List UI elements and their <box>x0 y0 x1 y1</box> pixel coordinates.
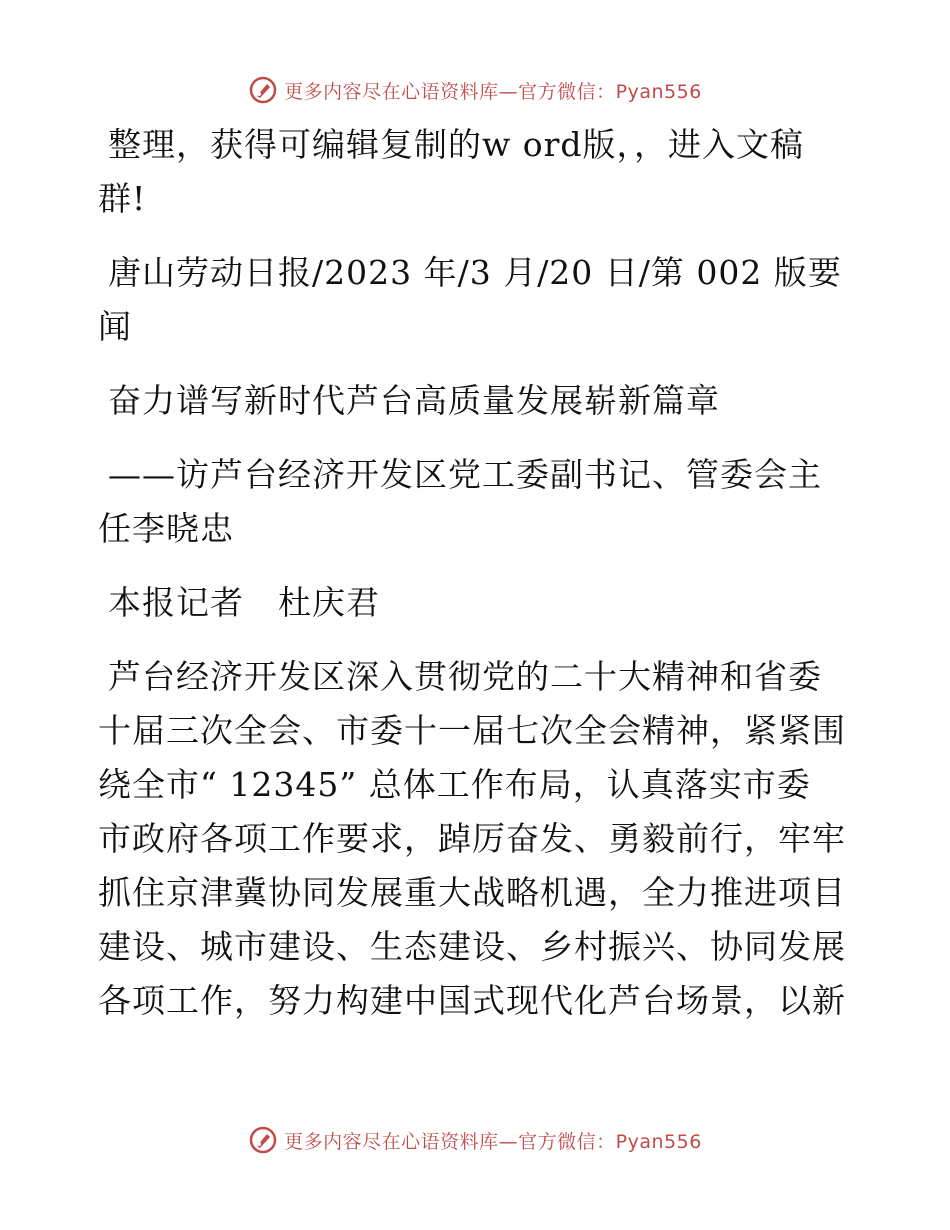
text-line: 群! <box>98 179 147 218</box>
text-line: 本报记者 杜庆君 <box>108 583 380 622</box>
source-line <box>98 246 850 354</box>
text-line: 闻 <box>98 307 132 346</box>
article-title <box>98 374 850 428</box>
banner-text: 更多内容尽在心语资料库—官方微信：Pyan556 <box>284 1130 702 1153</box>
byline <box>98 576 850 630</box>
banner-text: 更多内容尽在心语资料库—官方微信：Pyan556 <box>284 80 702 103</box>
pen-logo-icon <box>248 75 278 105</box>
text-line: 奋力谱写新时代芦台高质量发展崭新篇章 <box>108 381 720 420</box>
body-paragraph <box>98 650 850 1028</box>
text-line: ——访芦台经济开发区党工委副书记、管委会主 <box>108 455 822 494</box>
pen-logo-icon <box>248 1125 278 1155</box>
text-line: 绕全市“ 12345” 总体工作布局，认真落实市委 <box>98 765 811 804</box>
text-line: 抓住京津冀协同发展重大战略机遇，全力推进项目 <box>98 873 846 912</box>
footer-banner <box>0 1120 950 1160</box>
text-line: 十届三次全会、市委十一届七次全会精神，紧紧围 <box>98 711 846 750</box>
text-line: 整理，获得可编辑复制的w ord版，，进入文稿 <box>108 125 805 164</box>
intro-paragraph <box>98 118 850 226</box>
text-line: 各项工作，努力构建中国式现代化芦台场景，以新 <box>98 981 846 1020</box>
text-line: 任李晓忠 <box>98 509 234 548</box>
text-line: 唐山劳动日报/2023 年/3 月/20 日/第 002 版要 <box>108 253 842 292</box>
article-subtitle <box>98 448 850 556</box>
header-banner <box>0 70 950 110</box>
document-body <box>98 118 850 1028</box>
text-line: 市政府各项工作要求，踔厉奋发、勇毅前行，牢牢 <box>98 819 846 858</box>
text-line: 建设、城市建设、生态建设、乡村振兴、协同发展 <box>98 927 846 966</box>
text-line: 芦台经济开发区深入贯彻党的二十大精神和省委 <box>108 657 822 696</box>
